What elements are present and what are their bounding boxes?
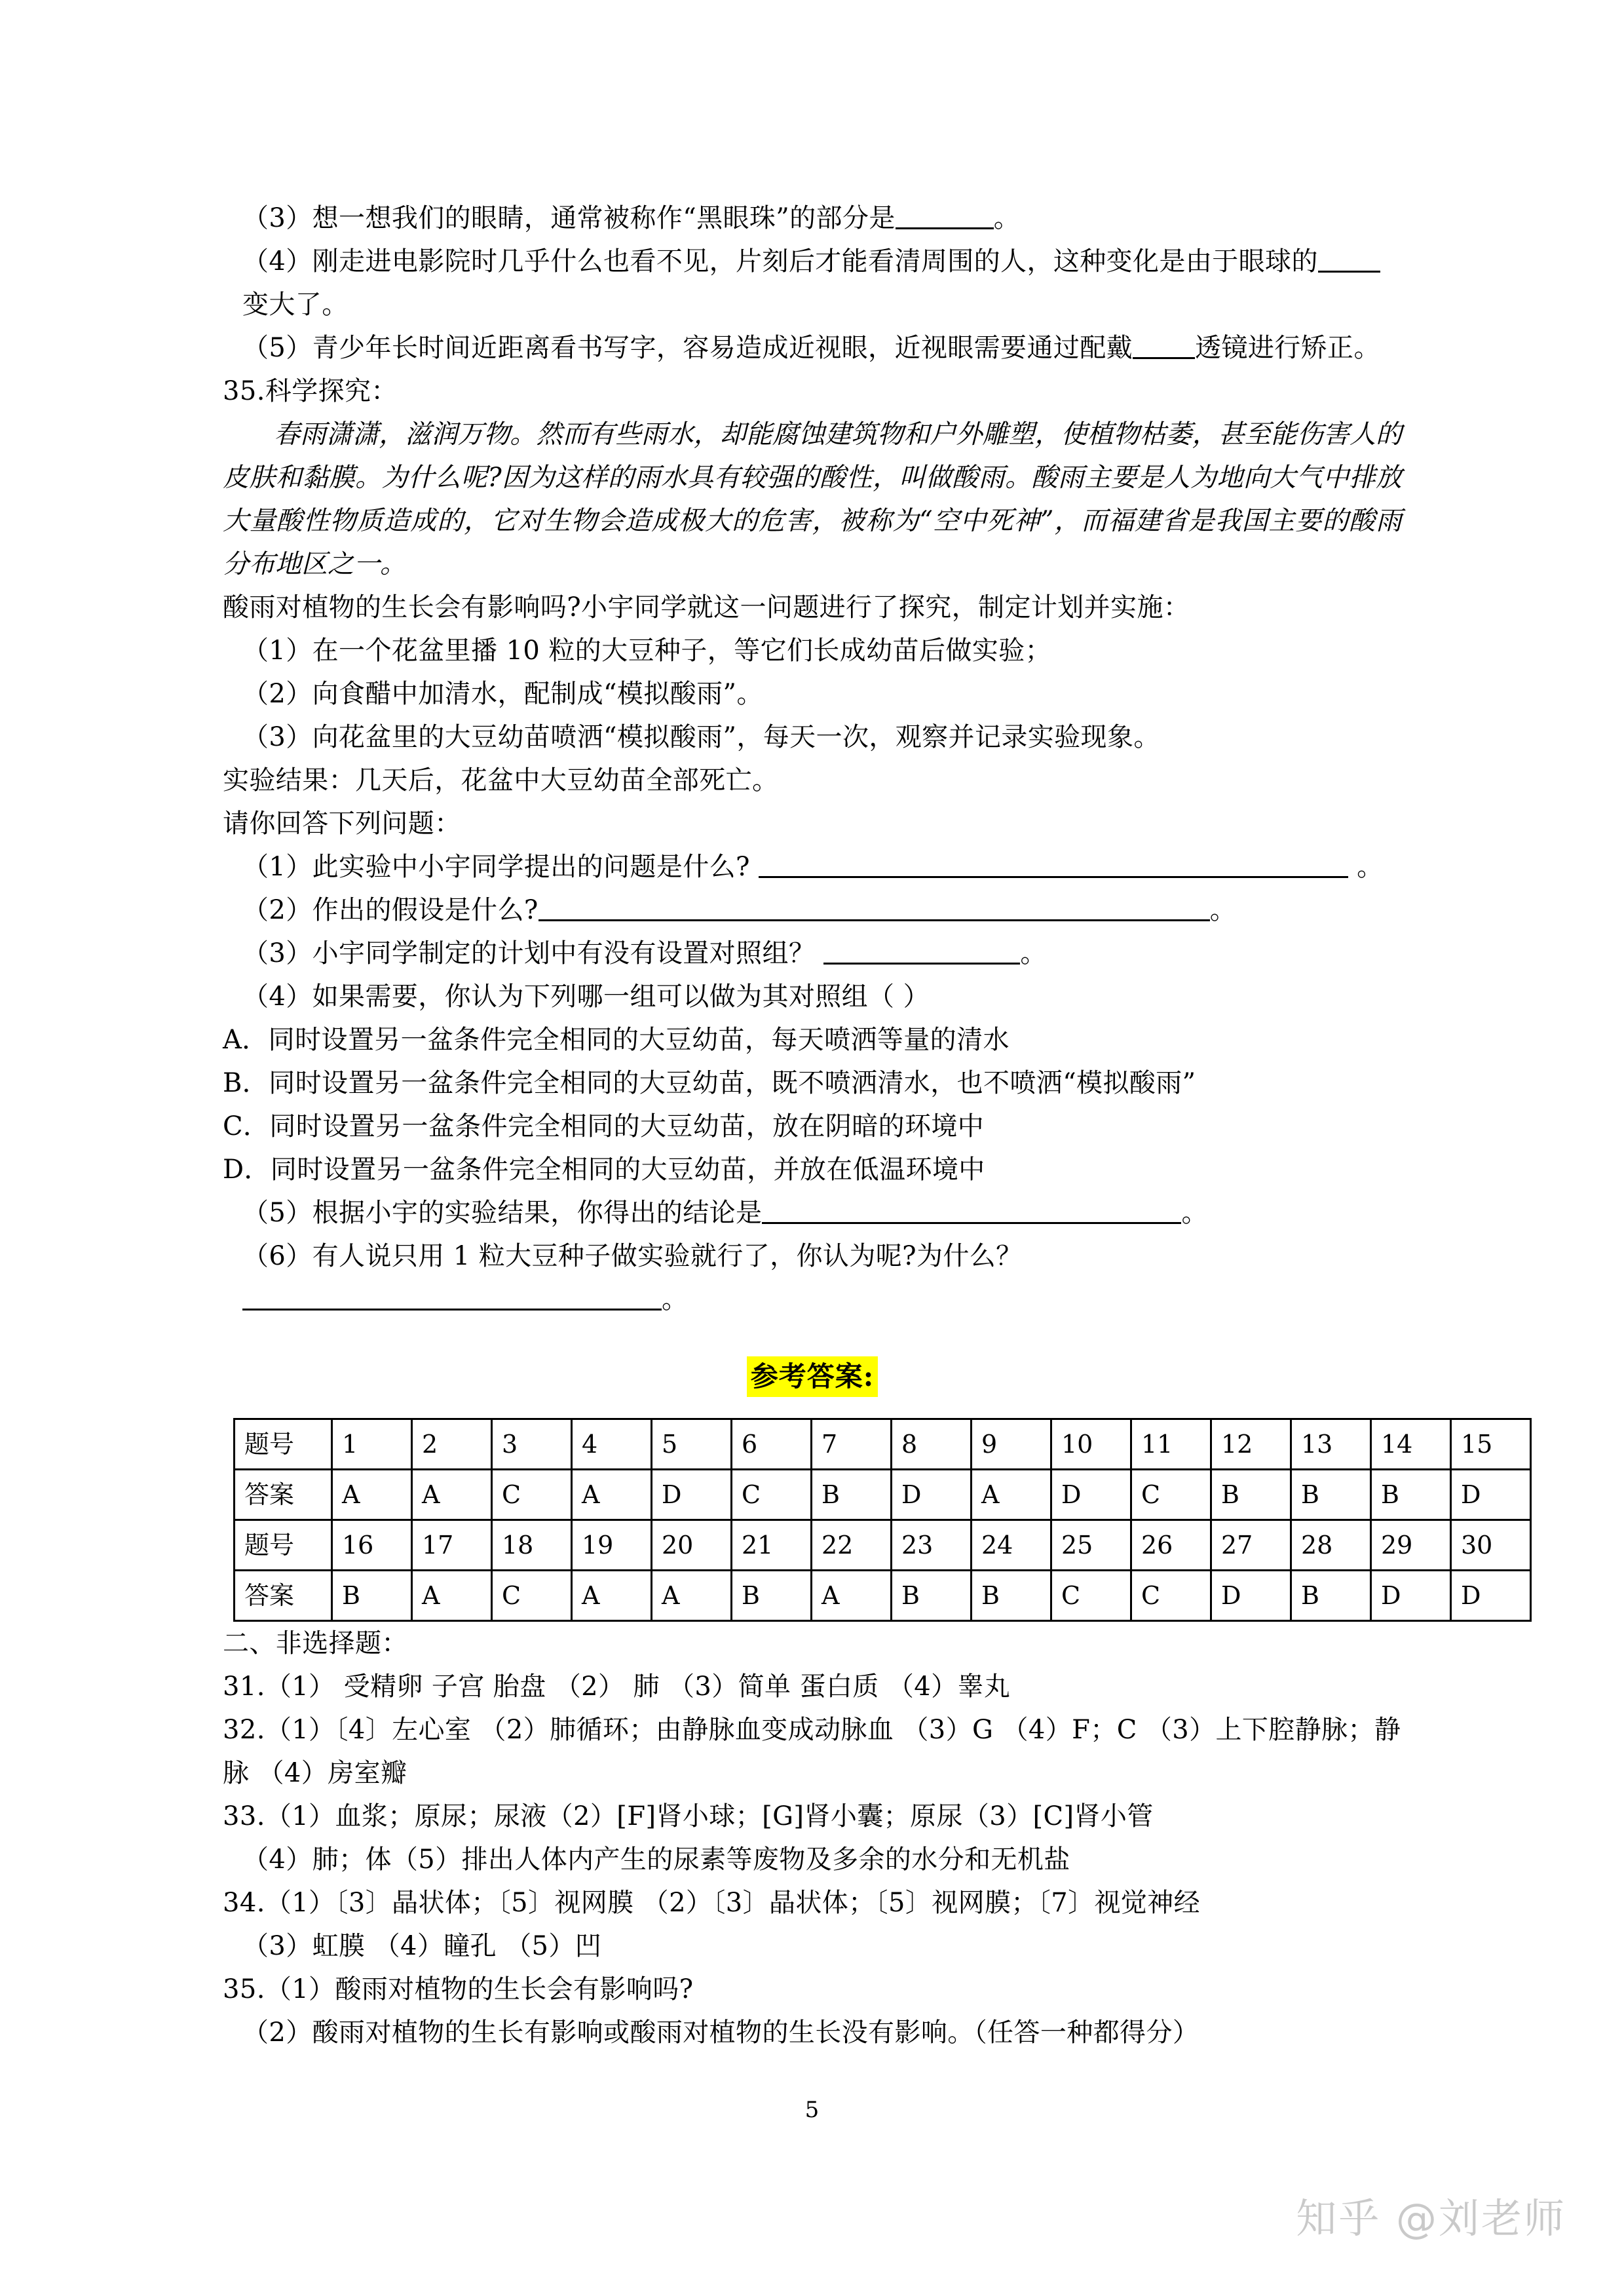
question-35-sub-2-text: （2）作出的假设是什么? xyxy=(242,895,538,925)
answer-line-35-cont: （2）酸雨对植物的生长有影响或酸雨对植物的生长没有影响。（任答一种都得分） xyxy=(242,2018,1199,2048)
table-cell: A xyxy=(652,1571,732,1621)
question-35-sub-3-text: （3）小宇同学制定的计划中有没有设置对照组？ xyxy=(242,938,816,968)
answer-line-33-cont: （4）肺；体（5）排出人体内产生的尿素等废物及多余的水分和无机盐 xyxy=(242,1845,1070,1875)
table-cell: C xyxy=(492,1571,572,1621)
table-cell: D xyxy=(1051,1470,1131,1520)
table-cell: 17 xyxy=(412,1520,492,1571)
question-35-sub-6 xyxy=(223,1234,1402,1321)
question-35-sub-2 xyxy=(223,889,1402,932)
table-cell: 15 xyxy=(1451,1419,1531,1470)
table-cell: 26 xyxy=(1131,1520,1211,1571)
question-35-sub-1 xyxy=(223,845,1402,889)
answer-blank[interactable] xyxy=(823,963,1020,965)
table-cell: C xyxy=(492,1470,572,1520)
table-row xyxy=(235,1520,1531,1571)
table-cell: D xyxy=(892,1470,972,1520)
table-row xyxy=(235,1470,1531,1520)
answer-section-2-title: 二、非选择题： xyxy=(223,1628,408,1658)
table-cell: B xyxy=(812,1470,892,1520)
table-cell: D xyxy=(1451,1571,1531,1621)
answer-line-32: 32.（1）〔4〕左心室 （2）肺循环；由静脉血变成动脉血 （3）G （4）F；C （3）上下腔静脉；静脉 （4）房室瓣 xyxy=(223,1715,1401,1788)
question-35-choice-c[interactable]: C．同时设置另一盆条件完全相同的大豆幼苗，放在阴暗的环境中 xyxy=(223,1111,985,1141)
table-cell: 4 xyxy=(572,1419,652,1470)
table-cell: 9 xyxy=(972,1419,1051,1470)
question-35-plan-item-1: （1）在一个花盆里播 10 粒的大豆种子，等它们长成幼苗后做实验； xyxy=(242,636,1051,666)
question-35-sub-2-tail: 。 xyxy=(1209,895,1237,925)
table-cell: A xyxy=(812,1571,892,1621)
watermark: 知乎 @刘老师 xyxy=(1296,2194,1566,2242)
table-cell: A xyxy=(412,1571,492,1621)
table-cell: B xyxy=(972,1571,1051,1621)
answer-blank[interactable] xyxy=(1318,271,1380,273)
table-row xyxy=(235,1419,1531,1470)
table-row-label: 题号 xyxy=(235,1419,332,1470)
table-cell: 12 xyxy=(1211,1419,1291,1470)
question-35-passage: 春雨潇潇，滋润万物。然而有些雨水，却能腐蚀建筑物和户外雕塑，使植物枯萎，甚至能伤害人的皮肤和黏膜。为什么呢?因为这样的雨水具有较强的酸性，叫做酸雨。酸雨主要是人为地向大气中排放大量酸性物质造成的，它对生物会造成极大的危害，被称为“空中死神”，而福建省是我国主要的酸雨分布地区之一。 xyxy=(223,419,1402,579)
table-cell: 1 xyxy=(332,1419,412,1470)
question-35-plan-item-3: （3）向花盆里的大豆幼苗喷洒“模拟酸雨”，每天一次，观察并记录实验现象。 xyxy=(242,722,1160,752)
table-cell: 22 xyxy=(812,1520,892,1571)
question-35-sub-6-tail: 。 xyxy=(662,1284,689,1314)
question-34-item-5-tail: 透镜进行矫正。 xyxy=(1195,333,1380,363)
answer-line-35: 35.（1）酸雨对植物的生长会有影响吗? xyxy=(223,1974,694,2004)
answer-line-34: 34.（1）〔3〕晶状体；〔5〕视网膜 （2）〔3〕晶状体；〔5〕视网膜；〔7〕视觉神经 xyxy=(223,1888,1201,1918)
table-cell: A xyxy=(572,1470,652,1520)
question-35-title: 35.科学探究： xyxy=(223,376,398,406)
question-34-item-5-text: （5）青少年长时间近距离看书写字，容易造成近视眼，近视眼需要通过配戴 xyxy=(242,333,1133,363)
table-cell: 20 xyxy=(652,1520,732,1571)
question-34-item-3-tail: 。 xyxy=(993,203,1021,233)
table-cell: 13 xyxy=(1291,1419,1371,1470)
answer-blank[interactable] xyxy=(1133,357,1195,359)
table-cell: 16 xyxy=(332,1520,412,1571)
table-cell: B xyxy=(892,1571,972,1621)
table-cell: 24 xyxy=(972,1520,1051,1571)
table-cell: 14 xyxy=(1371,1419,1451,1470)
table-cell: B xyxy=(332,1571,412,1621)
table-cell: C xyxy=(1051,1571,1131,1621)
table-cell: 28 xyxy=(1291,1520,1371,1571)
question-35-sub-5-text: （5）根据小宇的实验结果，你得出的结论是 xyxy=(242,1198,763,1228)
answer-blank[interactable] xyxy=(538,919,1210,921)
table-cell: 5 xyxy=(652,1419,732,1470)
table-cell: 19 xyxy=(572,1520,652,1571)
question-35-sub-4: （4）如果需要，你认为下列哪一组可以做为其对照组（ ） xyxy=(242,982,930,1012)
table-cell: B xyxy=(732,1571,812,1621)
question-35-result: 实验结果：几天后，花盆中大豆幼苗全部死亡。 xyxy=(223,765,779,795)
table-cell: 7 xyxy=(812,1419,892,1470)
question-35-lead: 酸雨对植物的生长会有影响吗?小宇同学就这一问题进行了探究，制定计划并实施： xyxy=(223,592,1190,622)
table-cell: D xyxy=(1451,1470,1531,1520)
question-35-sub-1-text: （1）此实验中小宇同学提出的问题是什么? xyxy=(242,852,750,882)
answer-blank[interactable] xyxy=(242,1309,662,1311)
table-cell: A xyxy=(332,1470,412,1520)
question-35-plan-item-2: （2）向食醋中加清水，配制成“模拟酸雨”。 xyxy=(242,679,763,709)
table-cell: C xyxy=(732,1470,812,1520)
page-number: 5 xyxy=(804,2097,820,2123)
table-cell: A xyxy=(972,1470,1051,1520)
table-cell: 18 xyxy=(492,1520,572,1571)
table-cell: B xyxy=(1291,1470,1371,1520)
table-cell: 30 xyxy=(1451,1520,1531,1571)
question-35-choice-a[interactable]: A．同时设置另一盆条件完全相同的大豆幼苗，每天喷洒等量的清水 xyxy=(223,1025,1010,1055)
table-cell: D xyxy=(652,1470,732,1520)
table-cell: A xyxy=(572,1571,652,1621)
answer-line-33: 33.（1）血浆；原尿；尿液（2）[F]肾小球；[G]肾小囊；原尿（3）[C]肾小管 xyxy=(223,1801,1154,1831)
question-34-item-4-tail: 变大了。 xyxy=(242,290,349,320)
question-35-answer-prompt: 请你回答下列问题： xyxy=(223,809,461,839)
table-cell: A xyxy=(412,1470,492,1520)
answer-key-heading: 参考答案: xyxy=(747,1356,878,1397)
table-cell: 8 xyxy=(892,1419,972,1470)
question-34-item-4 xyxy=(223,240,1402,326)
question-35-choice-d[interactable]: D．同时设置另一盆条件完全相同的大豆幼苗，并放在低温环境中 xyxy=(223,1155,985,1185)
answer-blank[interactable] xyxy=(896,227,994,229)
question-35-sub-5-tail: 。 xyxy=(1181,1198,1208,1228)
table-row-label: 答案 xyxy=(235,1571,332,1621)
question-34-item-5 xyxy=(223,326,1402,370)
table-cell: 6 xyxy=(732,1419,812,1470)
table-cell: B xyxy=(1211,1470,1291,1520)
table-cell: 3 xyxy=(492,1419,572,1470)
question-34-item-4-text: （4）刚走进电影院时几乎什么也看不见，片刻后才能看清周围的人，这种变化是由于眼球的 xyxy=(242,246,1318,277)
table-cell: 10 xyxy=(1051,1419,1131,1470)
table-cell: D xyxy=(1211,1571,1291,1621)
question-35-sub-3 xyxy=(223,932,1402,975)
table-cell: 29 xyxy=(1371,1520,1451,1571)
question-34-item-3-text: （3）想一想我们的眼睛，通常被称作“黑眼珠”的部分是 xyxy=(242,203,896,233)
table-cell: 2 xyxy=(412,1419,492,1470)
answer-line-34-cont: （3）虹膜 （4）瞳孔 （5）凹 xyxy=(242,1931,602,1961)
question-35-sub-3-tail: 。 xyxy=(1020,938,1047,968)
table-cell: 25 xyxy=(1051,1520,1131,1571)
table-cell: C xyxy=(1131,1470,1211,1520)
table-cell: C xyxy=(1131,1571,1211,1621)
answer-line-31: 31.（1） 受精卵 子宫 胎盘 （2） 肺 （3）简单 蛋白质 （4）睾丸 xyxy=(223,1672,1011,1702)
answer-blank[interactable] xyxy=(759,876,1348,878)
table-cell: B xyxy=(1371,1470,1451,1520)
question-35-sub-1-tail: 。 xyxy=(1357,852,1384,882)
question-35-sub-5 xyxy=(223,1191,1402,1234)
table-cell: 11 xyxy=(1131,1419,1211,1470)
table-cell: 27 xyxy=(1211,1520,1291,1571)
question-35-choice-b[interactable]: B．同时设置另一盆条件完全相同的大豆幼苗，既不喷洒清水，也不喷洒“模拟酸雨” xyxy=(223,1068,1196,1098)
answer-blank[interactable] xyxy=(762,1222,1181,1224)
table-cell: 21 xyxy=(732,1520,812,1571)
question-35-sub-6-text: （6）有人说只用 1 粒大豆种子做实验就行了，你认为呢?为什么？ xyxy=(242,1241,1023,1271)
table-cell: 23 xyxy=(892,1520,972,1571)
answer-key-heading-wrap xyxy=(223,1356,1402,1397)
table-row xyxy=(235,1571,1531,1621)
question-34-item-3 xyxy=(223,197,1402,240)
table-row-label: 答案 xyxy=(235,1470,332,1520)
table-row-label: 题号 xyxy=(235,1520,332,1571)
table-cell: B xyxy=(1291,1571,1371,1621)
answer-key-table xyxy=(233,1418,1532,1622)
page-body xyxy=(223,197,1493,2054)
table-cell: D xyxy=(1371,1571,1451,1621)
